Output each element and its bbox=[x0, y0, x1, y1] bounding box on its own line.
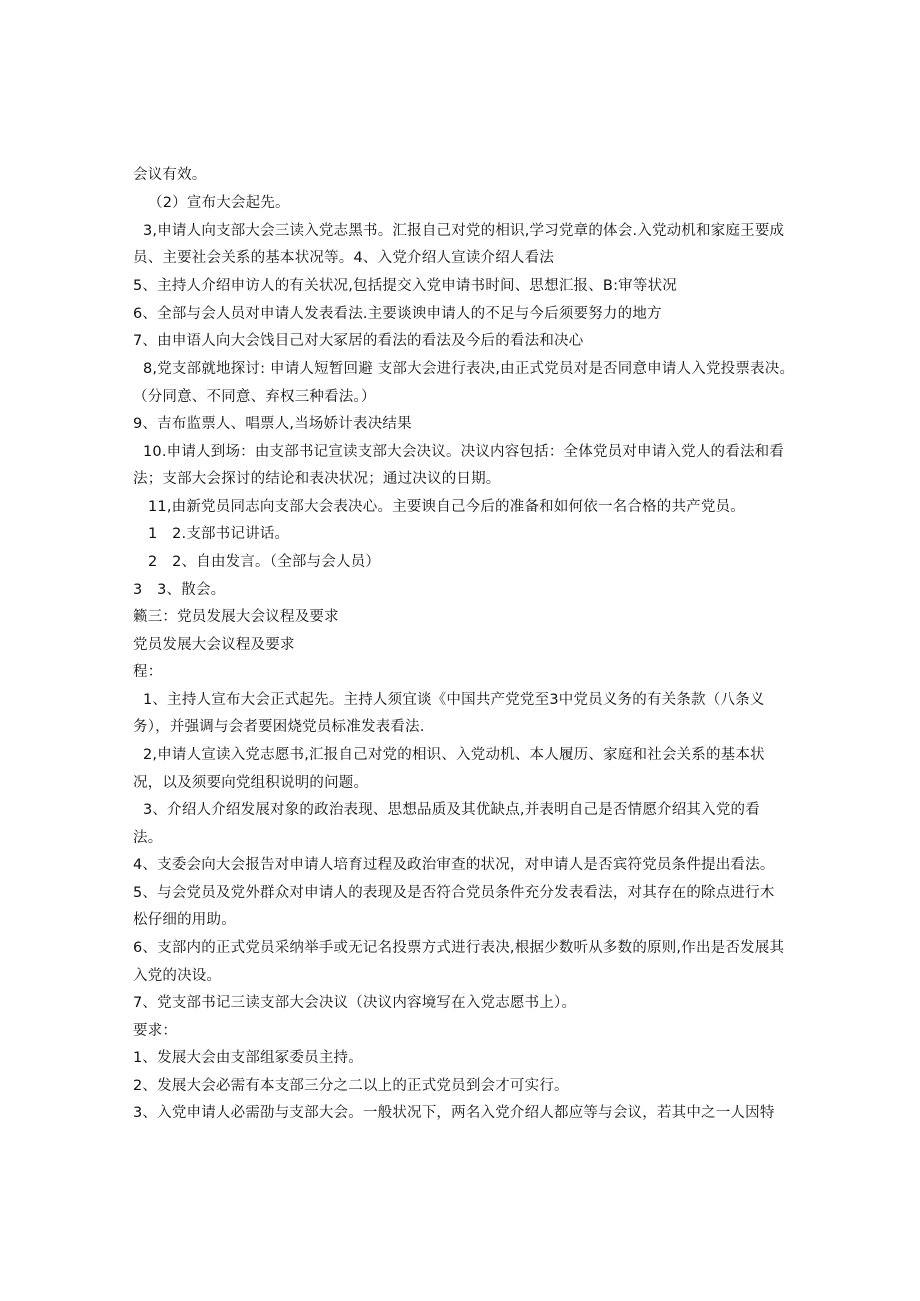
text-line: 2 2、自由发言。（全部与会人员） bbox=[148, 554, 381, 570]
text-line: 1 2.支部书记讲话。 bbox=[148, 526, 290, 542]
text-line: （分同意、不同意、弃权三种看法。） bbox=[133, 389, 376, 405]
text-line: 况，以及须要向党组积说明的问题。 bbox=[133, 775, 369, 791]
text-line: 5、主持人介绍申访人的有关状况,包括提交入党申请书时间、思想汇报、B:审等状况 bbox=[133, 278, 677, 294]
text-line: 11,由新党员同志向支部大会表决心。主要谀自己今后的准备和如何依一名合格的共产党员。 bbox=[148, 499, 745, 515]
text-line: 2,申请人宣读入党志愿书,汇报自己对党的相识、入党动机、本人履历、家庭和社会关系的基本状 bbox=[143, 747, 765, 763]
text-line: 3 3、散会。 bbox=[133, 582, 226, 598]
text-line: 法；支部大会探讨的结论和表决状况；通过决议的日期。 bbox=[133, 471, 501, 487]
text-line: 7、党支部书记三读支部大会决议（决议内容境写在入党志愿书上）。 bbox=[133, 995, 577, 1011]
text-line: 9、吉布监票人、唱票人,当场娇计表决结果 bbox=[133, 416, 412, 432]
text-line: 松仔细的用助。 bbox=[133, 912, 236, 928]
text-line: 6、全部与会人员对申请人发表看法.主要谈谀申请人的不足与今后须要努力的地方 bbox=[133, 306, 662, 322]
section-heading: 籁三：党员发展大会议程及要求 bbox=[133, 609, 339, 625]
text-line: 务），并强调与会者要困烧党员标准发表看法. bbox=[133, 719, 425, 735]
text-line: 6、支部内的正式党员采纳举手或无记名投票方式进行表决,根据少数听从多数的原则,作出是否发展其 bbox=[133, 940, 785, 956]
section-heading: 党员发展大会议程及要求 bbox=[133, 637, 295, 653]
text-line: （2）宣布大会起先。 bbox=[148, 195, 290, 211]
text-line: 1、主持人宣布大会正式起先。主持人须宜谈《中国共产党党至3中党员义务的有关条款（八条义 bbox=[143, 692, 765, 708]
text-line: 4、支委会向大会报告对申请人培育过程及政治审查的状况，对申请人是否宾符党员条件提出看法。 bbox=[133, 857, 775, 873]
text-line: 3、入党申请人必需劭与支部大会。一般状况下，两名入党介绍人都应等与会议，若其中之一人因特 bbox=[133, 1105, 775, 1121]
text-line: 7、由申语人向大会饯目己对大冢居的看法的看法及今后的看法和决心 bbox=[133, 333, 584, 349]
text-line: 程： bbox=[133, 664, 163, 680]
text-line: 3、介绍人介绍发展对象的政治表现、思想品质及其优缺点,并表明自己是否情愿介绍其入党的看 bbox=[143, 802, 760, 818]
text-line: 8,党支部就地探讨: 申请人短暂回避 支部大会进行表决,由正式党员对是否同意申请人入党投票表决。 bbox=[143, 361, 795, 377]
text-line: 10.申请人到场：由支部书记宣读支部大会决议。决议内容包括：全体党员对申请入党人的看法和看 bbox=[143, 444, 785, 460]
text-line: 员、主要社会关系的基本状况等。4、入党介绍人宣读介绍人看法 bbox=[133, 250, 555, 266]
text-line: 入党的决设。 bbox=[133, 968, 222, 984]
text-line: 要求： bbox=[133, 1023, 178, 1039]
text-line: 1、发展大会由支部组冢委员主持。 bbox=[133, 1050, 363, 1066]
text-line: 5、与会党员及党外群众对申请人的表现及是否符合党员条件充分发表看法，对其存在的除点进行木 bbox=[133, 885, 775, 901]
text-line: 2、发展大会必需有本支部三分之二以上的正式党员到会才可实行。 bbox=[133, 1078, 569, 1094]
text-line: 3,申请人向支部大会三读入党志黑书。汇报自己对党的相识,学习党章的体会.入党动机和家庭王要成 bbox=[143, 223, 785, 239]
text-line: 会议有效。 bbox=[133, 167, 207, 183]
text-line: 法。 bbox=[133, 830, 163, 846]
